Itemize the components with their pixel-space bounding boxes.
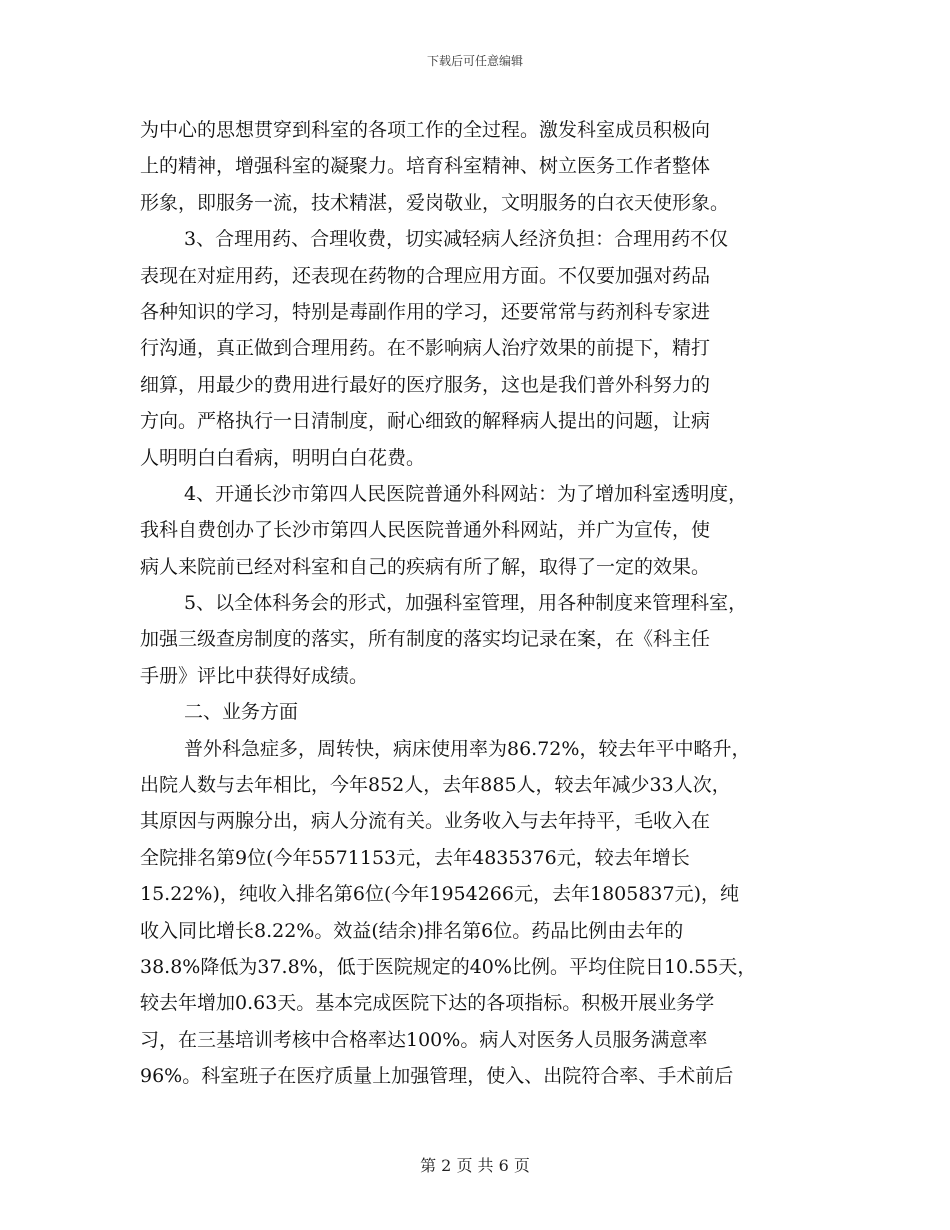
page-number: 第 2 页 共 6 页: [420, 1156, 530, 1175]
text-line: 出院人数与去年相比，今年852人，去年885人，较去年减少33人次，: [140, 774, 731, 797]
text-line: 全院排名第9位(今年5571153元，去年4835376元，较去年增长: [140, 846, 690, 869]
text-line: 38.8%降低为37.8%，低于医院规定的40%比例。平均住院日10.55天，: [140, 955, 757, 978]
text-line: 收入同比增长8.22%。效益(结余)排名第6位。药品比例由去年的: [140, 919, 684, 942]
text-line: 5、以全体科务会的形式，加强科室管理，用各种制度来管理科室，: [184, 592, 748, 615]
text-line: 较去年增加0.63天。基本完成医院下达的各项指标。积极开展业务学: [140, 992, 715, 1015]
text-line: 细算，用最少的费用进行最好的医疗服务，这也是我们普外科努力的: [140, 373, 711, 396]
text-line: 96%。科室班子在医疗质量上加强管理，使入、出院符合率、手术前后: [140, 1065, 734, 1088]
text-line: 15.22%)，纯收入排名第6位(今年1954266元，去年1805837元)，纯: [140, 883, 740, 906]
page-header-note: 下载后可任意编辑: [426, 54, 523, 68]
text-line: 方向。严格执行一日清制度，耐心细致的解释病人提出的问题，让病: [140, 410, 711, 433]
text-line: 习，在三基培训考核中合格率达100%。病人对医务人员服务满意率: [140, 1028, 708, 1051]
text-line: 加强三级查房制度的落实，所有制度的落实均记录在案，在《科主任: [140, 628, 711, 651]
text-line: 形象，即服务一流，技术精湛，爱岗敬业，文明服务的白衣天使形象。: [140, 191, 730, 214]
text-line: 表现在对症用药，还表现在药物的合理应用方面。不仅要加强对药品: [140, 264, 711, 287]
text-line: 病人来院前已经对科室和自己的疾病有所了解，取得了一定的效果。: [140, 555, 711, 578]
document-body: [140, 112, 810, 1095]
text-line: 各种知识的学习，特别是毒副作用的学习，还要常常与药剂科专家进: [140, 300, 711, 323]
text-line: 手册》评比中获得好成绩。: [140, 664, 369, 687]
section-heading: 二、业务方面: [184, 701, 299, 724]
text-line: 我科自费创办了长沙市第四人民医院普通外科网站，并广为宣传，使: [140, 519, 711, 542]
text-line: 为中心的思想贯穿到科室的各项工作的全过程。激发科室成员积极向: [140, 119, 711, 141]
text-line: 上的精神，增强科室的凝聚力。培育科室精神、树立医务工作者整体: [140, 155, 711, 178]
text-line: 行沟通，真正做到合理用药。在不影响病人治疗效果的前提下，精打: [140, 337, 711, 360]
text-line: 人明明白白看病，明明白白花费。: [140, 446, 426, 469]
text-line: 普外科急症多，周转快，病床使用率为86.72%，较去年平中略升，: [184, 737, 751, 760]
text-line: 其原因与两腺分出，病人分流有关。业务收入与去年持平，毛收入在: [140, 810, 711, 833]
text-line: 4、开通长沙市第四人民医院普通外科网站：为了增加科室透明度，: [184, 482, 748, 505]
text-line: 3、合理用药、合理收费，切实减轻病人经济负担：合理用药不仅: [184, 228, 729, 251]
